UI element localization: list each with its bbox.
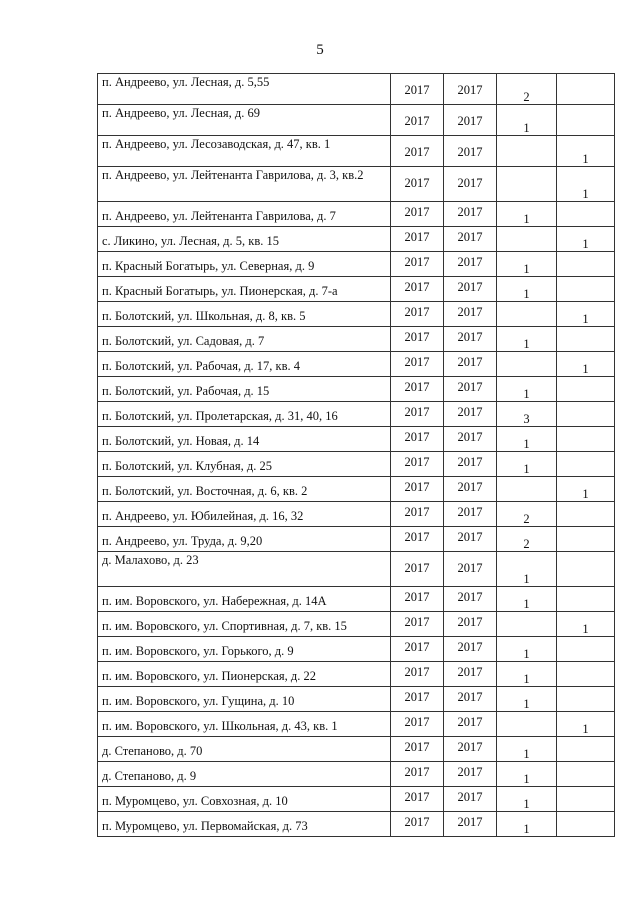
count-apartment-cell-text: 1 [582, 152, 589, 166]
address-cell-text: п. Болотский, ул. Клубная, д. 25 [102, 459, 272, 473]
year-end-cell [444, 136, 497, 167]
address-cell [98, 687, 391, 712]
count-cell-text: 1 [523, 797, 530, 811]
year-end-cell [444, 167, 497, 202]
year-end-cell-text: 2017 [457, 380, 483, 394]
year-start-cell [391, 502, 444, 527]
year-end-cell-text: 2017 [457, 280, 483, 294]
year-start-cell-text: 2017 [404, 145, 430, 159]
table-row [98, 202, 615, 227]
year-end-cell [444, 587, 497, 612]
year-start-cell [391, 427, 444, 452]
year-start-cell-text: 2017 [404, 690, 430, 704]
address-cell-text: п. им. Воровского, ул. Гущина, д. 10 [102, 694, 295, 708]
year-start-cell [391, 737, 444, 762]
year-end-cell-text: 2017 [457, 665, 483, 679]
count-apartment-cell [557, 327, 615, 352]
year-end-cell [444, 502, 497, 527]
count-cell [497, 502, 557, 527]
count-apartment-cell [557, 352, 615, 377]
count-cell-text: 1 [523, 287, 530, 301]
address-cell-text: п. Муромцево, ул. Совхозная, д. 10 [102, 794, 288, 808]
count-cell-text: 1 [523, 337, 530, 351]
year-end-cell [444, 687, 497, 712]
year-start-cell [391, 712, 444, 737]
address-cell-text: д. Степаново, д. 70 [102, 744, 203, 758]
year-start-cell-text: 2017 [404, 355, 430, 369]
table-row [98, 252, 615, 277]
year-start-cell [391, 687, 444, 712]
address-cell-text: с. Ликино, ул. Лесная, д. 5, кв. 15 [102, 234, 279, 248]
address-cell-text: п. Болотский, ул. Рабочая, д. 17, кв. 4 [102, 359, 301, 373]
year-end-cell [444, 377, 497, 402]
year-start-cell-text: 2017 [404, 505, 430, 519]
table-row [98, 687, 615, 712]
year-end-cell-text: 2017 [457, 530, 483, 544]
count-cell [497, 302, 557, 327]
address-cell-text: п. им. Воровского, ул. Школьная, д. 43, кв. 1 [102, 719, 338, 733]
year-start-cell [391, 74, 444, 105]
table-row [98, 502, 615, 527]
year-end-cell [444, 402, 497, 427]
table-row [98, 452, 615, 477]
year-end-cell-text: 2017 [457, 815, 483, 829]
count-cell [497, 74, 557, 105]
table-row [98, 552, 615, 587]
address-cell [98, 527, 391, 552]
year-start-cell [391, 662, 444, 687]
address-cell-text: п. Красный Богатырь, ул. Пионерская, д. 7-а [102, 284, 338, 298]
address-cell-text: п. им. Воровского, ул. Горького, д. 9 [102, 644, 294, 658]
address-cell [98, 202, 391, 227]
address-cell [98, 136, 391, 167]
address-cell-text: п. им. Воровского, ул. Спортивная, д. 7, кв. 15 [102, 619, 347, 633]
count-apartment-cell [557, 277, 615, 302]
count-cell [497, 252, 557, 277]
count-cell-text: 1 [523, 572, 530, 586]
table-row [98, 74, 615, 105]
address-cell-text: п. Андреево, ул. Лесная, д. 5,55 [102, 75, 270, 89]
count-apartment-cell [557, 587, 615, 612]
page-number: 5 [316, 42, 324, 58]
year-start-cell [391, 327, 444, 352]
count-apartment-cell [557, 737, 615, 762]
address-cell [98, 477, 391, 502]
year-end-cell-text: 2017 [457, 740, 483, 754]
count-cell-text: 1 [523, 647, 530, 661]
count-apartment-cell [557, 427, 615, 452]
year-end-cell [444, 737, 497, 762]
address-cell-text: п. Андреево, ул. Юбилейная, д. 16, 32 [102, 509, 304, 523]
count-apartment-cell [557, 762, 615, 787]
year-start-cell-text: 2017 [404, 430, 430, 444]
count-apartment-cell [557, 227, 615, 252]
table-row [98, 136, 615, 167]
table-row [98, 712, 615, 737]
count-apartment-cell-text: 1 [582, 622, 589, 636]
count-cell-text: 3 [523, 412, 530, 426]
year-end-cell-text: 2017 [457, 430, 483, 444]
count-cell-text: 2 [523, 537, 530, 551]
count-cell [497, 612, 557, 637]
count-cell-text: 1 [523, 772, 530, 786]
count-cell [497, 737, 557, 762]
year-end-cell [444, 74, 497, 105]
count-cell-text: 1 [523, 387, 530, 401]
address-cell [98, 637, 391, 662]
year-start-cell [391, 762, 444, 787]
table-row [98, 302, 615, 327]
count-cell [497, 105, 557, 136]
year-end-cell-text: 2017 [457, 455, 483, 469]
count-apartment-cell [557, 202, 615, 227]
year-end-cell [444, 762, 497, 787]
year-end-cell [444, 302, 497, 327]
year-start-cell-text: 2017 [404, 230, 430, 244]
table-row [98, 527, 615, 552]
year-end-cell-text: 2017 [457, 255, 483, 269]
year-end-cell [444, 552, 497, 587]
count-apartment-cell [557, 402, 615, 427]
address-cell-text: п. Андреево, ул. Лейтенанта Гаврилова, д. 7 [102, 209, 336, 223]
year-start-cell [391, 787, 444, 812]
count-cell [497, 712, 557, 737]
year-end-cell-text: 2017 [457, 205, 483, 219]
address-cell-text: п. Болотский, ул. Садовая, д. 7 [102, 334, 265, 348]
table-row [98, 277, 615, 302]
address-cell-text: п. Болотский, ул. Рабочая, д. 15 [102, 384, 270, 398]
year-start-cell-text: 2017 [404, 715, 430, 729]
count-apartment-cell-text: 1 [582, 487, 589, 501]
table-row [98, 327, 615, 352]
year-start-cell [391, 105, 444, 136]
year-end-cell [444, 637, 497, 662]
address-cell [98, 427, 391, 452]
count-cell [497, 552, 557, 587]
address-cell [98, 762, 391, 787]
count-cell [497, 136, 557, 167]
count-apartment-cell [557, 662, 615, 687]
address-cell [98, 74, 391, 105]
year-start-cell [391, 812, 444, 837]
count-apartment-cell [557, 687, 615, 712]
count-apartment-cell [557, 477, 615, 502]
count-cell [497, 787, 557, 812]
address-cell [98, 377, 391, 402]
year-start-cell [391, 527, 444, 552]
year-start-cell-text: 2017 [404, 455, 430, 469]
year-end-cell-text: 2017 [457, 480, 483, 494]
year-start-cell-text: 2017 [404, 561, 430, 575]
address-cell-text: п. Муромцево, ул. Первомайская, д. 73 [102, 819, 308, 833]
count-apartment-cell-text: 1 [582, 312, 589, 326]
year-end-cell-text: 2017 [457, 561, 483, 575]
count-apartment-cell [557, 302, 615, 327]
year-start-cell [391, 302, 444, 327]
address-cell [98, 252, 391, 277]
year-end-cell [444, 327, 497, 352]
count-apartment-cell [557, 502, 615, 527]
year-end-cell [444, 662, 497, 687]
year-start-cell-text: 2017 [404, 205, 430, 219]
count-apartment-cell [557, 612, 615, 637]
count-apartment-cell [557, 74, 615, 105]
address-cell [98, 737, 391, 762]
year-start-cell-text: 2017 [404, 765, 430, 779]
count-cell-text: 1 [523, 672, 530, 686]
count-cell-text: 1 [523, 212, 530, 226]
year-start-cell [391, 352, 444, 377]
year-end-cell-text: 2017 [457, 715, 483, 729]
count-cell-text: 1 [523, 121, 530, 135]
year-start-cell [391, 452, 444, 477]
year-start-cell-text: 2017 [404, 480, 430, 494]
year-start-cell [391, 377, 444, 402]
table-row [98, 612, 615, 637]
year-start-cell-text: 2017 [404, 405, 430, 419]
year-end-cell-text: 2017 [457, 690, 483, 704]
year-start-cell-text: 2017 [404, 380, 430, 394]
year-start-cell-text: 2017 [404, 740, 430, 754]
year-end-cell-text: 2017 [457, 590, 483, 604]
year-start-cell-text: 2017 [404, 665, 430, 679]
year-start-cell [391, 637, 444, 662]
count-cell [497, 812, 557, 837]
count-cell [497, 477, 557, 502]
year-start-cell-text: 2017 [404, 176, 430, 190]
count-cell [497, 377, 557, 402]
year-end-cell [444, 787, 497, 812]
year-start-cell-text: 2017 [404, 255, 430, 269]
year-start-cell [391, 477, 444, 502]
address-cell-text: п. Красный Богатырь, ул. Северная, д. 9 [102, 259, 315, 273]
address-cell [98, 327, 391, 352]
count-cell-text: 1 [523, 437, 530, 451]
address-cell [98, 812, 391, 837]
year-end-cell-text: 2017 [457, 355, 483, 369]
table-row [98, 227, 615, 252]
count-cell [497, 327, 557, 352]
address-cell-text: п. Андреево, ул. Труда, д. 9,20 [102, 534, 263, 548]
year-end-cell [444, 227, 497, 252]
year-end-cell [444, 812, 497, 837]
address-cell-text: п. Болотский, ул. Новая, д. 14 [102, 434, 260, 448]
count-cell [497, 202, 557, 227]
year-end-cell [444, 452, 497, 477]
address-cell [98, 612, 391, 637]
count-apartment-cell [557, 252, 615, 277]
year-start-cell [391, 587, 444, 612]
count-cell-text: 2 [523, 512, 530, 526]
address-cell [98, 587, 391, 612]
year-end-cell-text: 2017 [457, 305, 483, 319]
year-start-cell [391, 227, 444, 252]
year-end-cell [444, 352, 497, 377]
count-apartment-cell [557, 787, 615, 812]
year-start-cell-text: 2017 [404, 280, 430, 294]
year-end-cell-text: 2017 [457, 640, 483, 654]
count-cell [497, 427, 557, 452]
table-row [98, 167, 615, 202]
count-cell-text: 1 [523, 747, 530, 761]
table-row [98, 427, 615, 452]
year-start-cell-text: 2017 [404, 790, 430, 804]
year-start-cell-text: 2017 [404, 305, 430, 319]
address-cell-text: д. Степаново, д. 9 [102, 769, 197, 783]
year-end-cell-text: 2017 [457, 145, 483, 159]
year-start-cell-text: 2017 [404, 530, 430, 544]
address-cell [98, 552, 391, 587]
count-cell [497, 762, 557, 787]
year-end-cell [444, 105, 497, 136]
count-apartment-cell [557, 812, 615, 837]
year-start-cell-text: 2017 [404, 815, 430, 829]
year-start-cell [391, 202, 444, 227]
address-cell [98, 452, 391, 477]
table-row [98, 352, 615, 377]
address-cell-text: п. Болотский, ул. Школьная, д. 8, кв. 5 [102, 309, 306, 323]
count-cell-text: 1 [523, 597, 530, 611]
year-end-cell-text: 2017 [457, 790, 483, 804]
year-start-cell [391, 552, 444, 587]
address-cell [98, 352, 391, 377]
year-end-cell [444, 612, 497, 637]
address-cell [98, 502, 391, 527]
count-cell [497, 402, 557, 427]
count-cell [497, 277, 557, 302]
year-end-cell [444, 477, 497, 502]
table-row [98, 402, 615, 427]
year-start-cell [391, 252, 444, 277]
year-end-cell [444, 252, 497, 277]
table-row [98, 662, 615, 687]
table-row [98, 637, 615, 662]
year-start-cell-text: 2017 [404, 640, 430, 654]
year-end-cell-text: 2017 [457, 505, 483, 519]
year-end-cell-text: 2017 [457, 83, 483, 97]
address-cell-text: п. им. Воровского, ул. Набережная, д. 14А [102, 594, 327, 608]
count-apartment-cell [557, 167, 615, 202]
year-start-cell [391, 277, 444, 302]
table-row [98, 477, 615, 502]
year-end-cell-text: 2017 [457, 330, 483, 344]
count-apartment-cell-text: 1 [582, 187, 589, 201]
count-cell [497, 662, 557, 687]
address-cell [98, 277, 391, 302]
year-start-cell [391, 136, 444, 167]
year-start-cell [391, 167, 444, 202]
year-end-cell-text: 2017 [457, 405, 483, 419]
year-start-cell [391, 402, 444, 427]
address-cell-text: п. Андреево, ул. Лесная, д. 69 [102, 106, 261, 120]
address-cell-text: п. им. Воровского, ул. Пионерская, д. 22 [102, 669, 316, 683]
table-row [98, 105, 615, 136]
year-start-cell-text: 2017 [404, 114, 430, 128]
address-cell [98, 105, 391, 136]
address-cell [98, 302, 391, 327]
year-end-cell [444, 712, 497, 737]
count-apartment-cell [557, 136, 615, 167]
count-cell [497, 167, 557, 202]
year-end-cell-text: 2017 [457, 615, 483, 629]
count-apartment-cell-text: 1 [582, 362, 589, 376]
count-apartment-cell [557, 377, 615, 402]
address-cell-text: п. Андреево, ул. Лесозаводская, д. 47, кв. 1 [102, 137, 331, 151]
count-apartment-cell [557, 637, 615, 662]
count-apartment-cell [557, 452, 615, 477]
count-cell-text: 1 [523, 462, 530, 476]
count-cell [497, 637, 557, 662]
year-end-cell [444, 277, 497, 302]
address-cell-text: п. Андреево, ул. Лейтенанта Гаврилова, д. 3, кв.2 [102, 168, 364, 182]
address-cell [98, 227, 391, 252]
address-cell-text: п. Болотский, ул. Пролетарская, д. 31, 40, 16 [102, 409, 338, 423]
table-row [98, 377, 615, 402]
year-end-cell-text: 2017 [457, 230, 483, 244]
year-start-cell-text: 2017 [404, 615, 430, 629]
count-cell-text: 1 [523, 697, 530, 711]
count-apartment-cell [557, 105, 615, 136]
year-start-cell-text: 2017 [404, 590, 430, 604]
year-start-cell [391, 612, 444, 637]
table-row [98, 587, 615, 612]
count-apartment-cell-text: 1 [582, 237, 589, 251]
count-cell-text: 1 [523, 822, 530, 836]
year-end-cell-text: 2017 [457, 765, 483, 779]
year-start-cell-text: 2017 [404, 330, 430, 344]
address-cell [98, 662, 391, 687]
count-cell [497, 452, 557, 477]
year-end-cell [444, 202, 497, 227]
table-row [98, 812, 615, 837]
year-start-cell-text: 2017 [404, 83, 430, 97]
address-table [97, 73, 615, 837]
year-end-cell-text: 2017 [457, 176, 483, 190]
table-row [98, 737, 615, 762]
year-end-cell-text: 2017 [457, 114, 483, 128]
table-row [98, 762, 615, 787]
year-end-cell [444, 427, 497, 452]
count-apartment-cell [557, 712, 615, 737]
count-cell-text: 2 [523, 90, 530, 104]
address-cell [98, 712, 391, 737]
address-cell [98, 402, 391, 427]
count-apartment-cell [557, 527, 615, 552]
year-end-cell [444, 527, 497, 552]
count-apartment-cell-text: 1 [582, 722, 589, 736]
count-apartment-cell [557, 552, 615, 587]
count-cell [497, 587, 557, 612]
count-cell-text: 1 [523, 262, 530, 276]
count-cell [497, 227, 557, 252]
address-cell-text: п. Болотский, ул. Восточная, д. 6, кв. 2 [102, 484, 308, 498]
table-row [98, 787, 615, 812]
count-cell [497, 687, 557, 712]
address-cell [98, 167, 391, 202]
address-cell-text: д. Малахово, д. 23 [102, 553, 199, 567]
address-cell [98, 787, 391, 812]
count-cell [497, 527, 557, 552]
count-cell [497, 352, 557, 377]
